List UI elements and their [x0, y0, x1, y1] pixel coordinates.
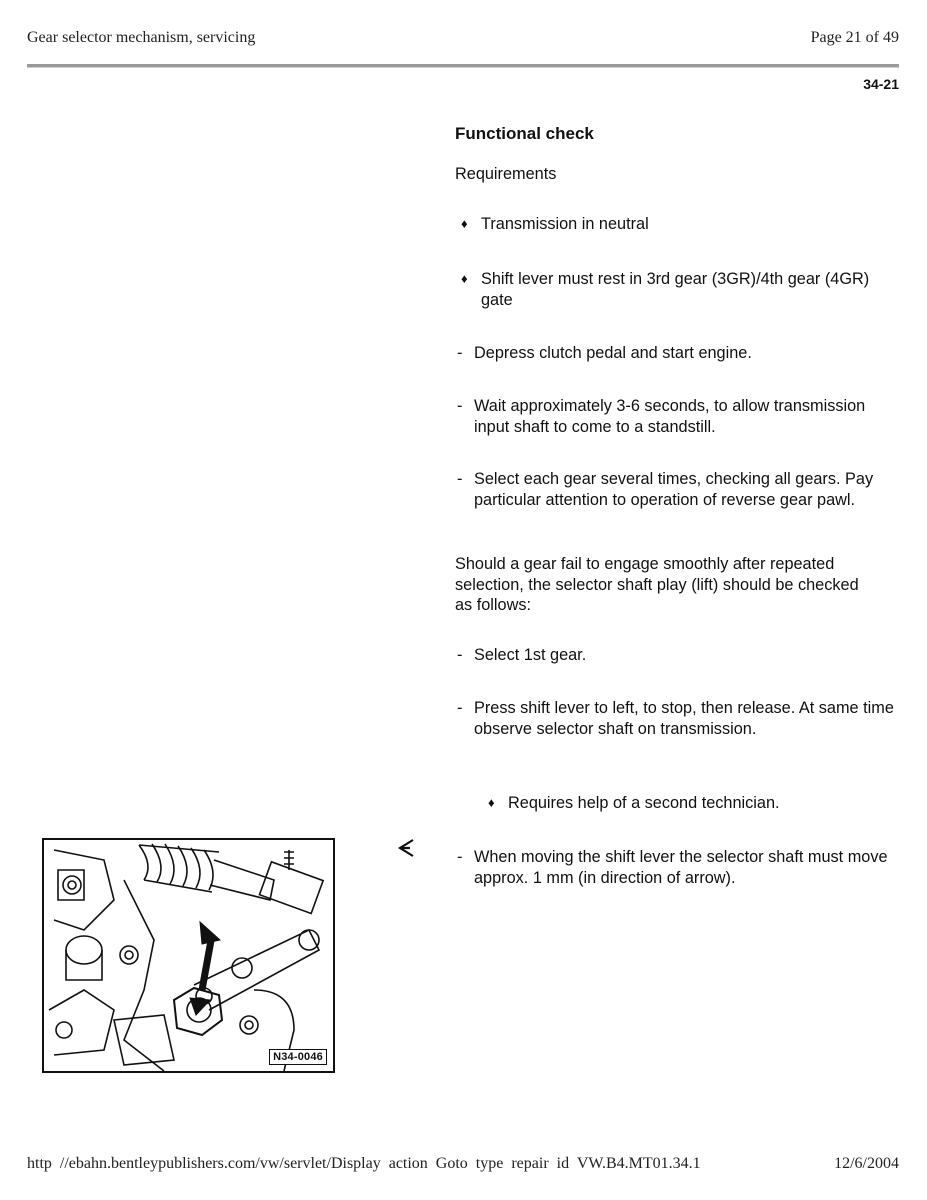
sub-bullet-text: Requires help of a second technician.: [508, 794, 780, 812]
step-dash: -: [457, 344, 463, 362]
requirements-label: Requirements: [455, 165, 557, 183]
list-item: [461, 269, 901, 310]
footer-url: http //ebahn.bentleypublishers.com/vw/servlet/Display action Goto type repair id VW.B4.MT01.34.1: [27, 1155, 701, 1172]
note-paragraph: Should a gear fail to engage smoothly after repeated selection, the selector shaft play (lift) should be checked as follows:: [455, 555, 859, 614]
requirement-text: Transmission in neutral: [481, 215, 649, 233]
selector-shaft-illustration: [42, 838, 335, 1073]
section-heading: Functional check: [455, 124, 594, 143]
list-item: [457, 396, 894, 437]
list-item: [457, 469, 894, 510]
list-item: [457, 847, 894, 888]
step-dash: -: [457, 848, 463, 866]
list-item: [461, 214, 901, 235]
step-text: Wait approximately 3-6 seconds, to allow transmission input shaft to come to a standstill.: [474, 397, 866, 436]
diamond-bullet-icon: ♦: [461, 271, 468, 286]
list-item: [457, 698, 894, 739]
figure-pointer-icon: [397, 838, 415, 863]
section-number: 34-21: [863, 76, 899, 92]
step-text: Select 1st gear.: [474, 646, 587, 664]
list-item: [457, 645, 894, 666]
step-text: Select each gear several times, checking all gears. Pay particular attention to operation of reverse gear pawl.: [474, 470, 874, 509]
diamond-bullet-icon: ♦: [488, 795, 495, 810]
step-dash: -: [457, 646, 463, 664]
diamond-bullet-icon: ♦: [461, 216, 468, 231]
step-dash: -: [457, 397, 463, 415]
step-text: Press shift lever to left, to stop, then release. At same time observe selector shaft on transmission.: [474, 699, 894, 738]
step-text: When moving the shift lever the selector shaft must move approx. 1 mm (in direction of arrow).: [474, 848, 888, 887]
figure-label: N34-0046: [269, 1049, 327, 1065]
page-header-title: Gear selector mechanism, servicing: [27, 29, 256, 46]
step-text: Depress clutch pedal and start engine.: [474, 344, 752, 362]
list-item: [488, 793, 927, 814]
requirement-text: Shift lever must rest in 3rd gear (3GR)/4th gear (4GR) gate: [481, 270, 870, 309]
page-number: Page 21 of 49: [810, 29, 899, 46]
step-dash: -: [457, 699, 463, 717]
step-dash: -: [457, 470, 463, 488]
footer-date: 12/6/2004: [834, 1155, 899, 1172]
header-divider: [27, 64, 899, 68]
list-item: [457, 343, 894, 364]
transmission-drawing: [44, 840, 333, 1071]
